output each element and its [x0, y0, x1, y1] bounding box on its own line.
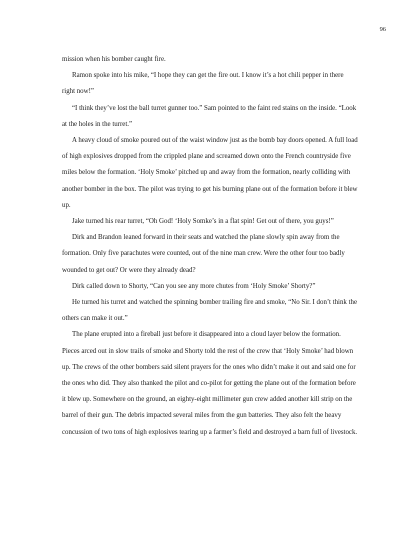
- paragraph: A heavy cloud of smoke poured out of the waist window just as the bomb bay doors opened. A full load of high explosives dropped from the crippled plane and screamed down onto the French countryside five miles below the formation. ‘Holy Smoke’ pitched up and away from the formation, nearly colliding with another bomber in the box. The pilot was trying to get his burning plane out of the formation before it blew up.: [62, 137, 358, 209]
- paragraph: The plane erupted into a fireball just before it disappeared into a cloud layer below the formation. Pieces arced out in slow trails of smoke and Shorty told the rest of the crew that ‘Holy Smoke’ had blown up. The crews of the other bombers said silent prayers for the ones who didn’t make it out and said one for the ones who did. They also thanked the pilot and co-pilot for getting the plane out of the formation before it blew up. Somewhere on the ground, an eighty-eight millimeter gun crew added another kill strip on the barrel of their gun. The debris impacted several miles from the gun batteries. They also felt the heavy concussion of two tons of high explosives tearing up a farmer’s field and destroyed a barn full of livestock.: [62, 331, 358, 436]
- paragraph: Ramon spoke into his mike, “I hope they can get the fire out. I know it’s a hot chili pepper in there right now!”: [62, 72, 344, 96]
- paragraph: He turned his turret and watched the spinning bomber trailing fire and smoke, “No Sir. I don’t think the others can make it out.”: [62, 299, 358, 323]
- body-text: [62, 52, 358, 441]
- paragraph-continuation: mission when his bomber caught fire.: [62, 56, 166, 63]
- paragraph: “I think they’ve lost the ball turret gunner too.” Sam pointed to the faint red stains on the inside. “Look at the holes in the turret.”: [62, 104, 357, 128]
- paragraph: Dirk and Brandon leaned forward in their seats and watched the plane slowly spin away from the formation. Only five parachutes were counted, out of the nine man crew. Were the other four too badly wounded to get out? Or were they already dead?: [62, 234, 345, 274]
- paragraph: Jake turned his rear turret, “Oh God! ‘Holy Somke’s in a flat spin! Get out of there, you guys!”: [72, 218, 334, 226]
- paragraph: Dirk called down to Shorty, “Can you see any more chutes from ‘Holy Smoke’ Shorty?”: [72, 282, 316, 290]
- page-number: 96: [379, 26, 386, 33]
